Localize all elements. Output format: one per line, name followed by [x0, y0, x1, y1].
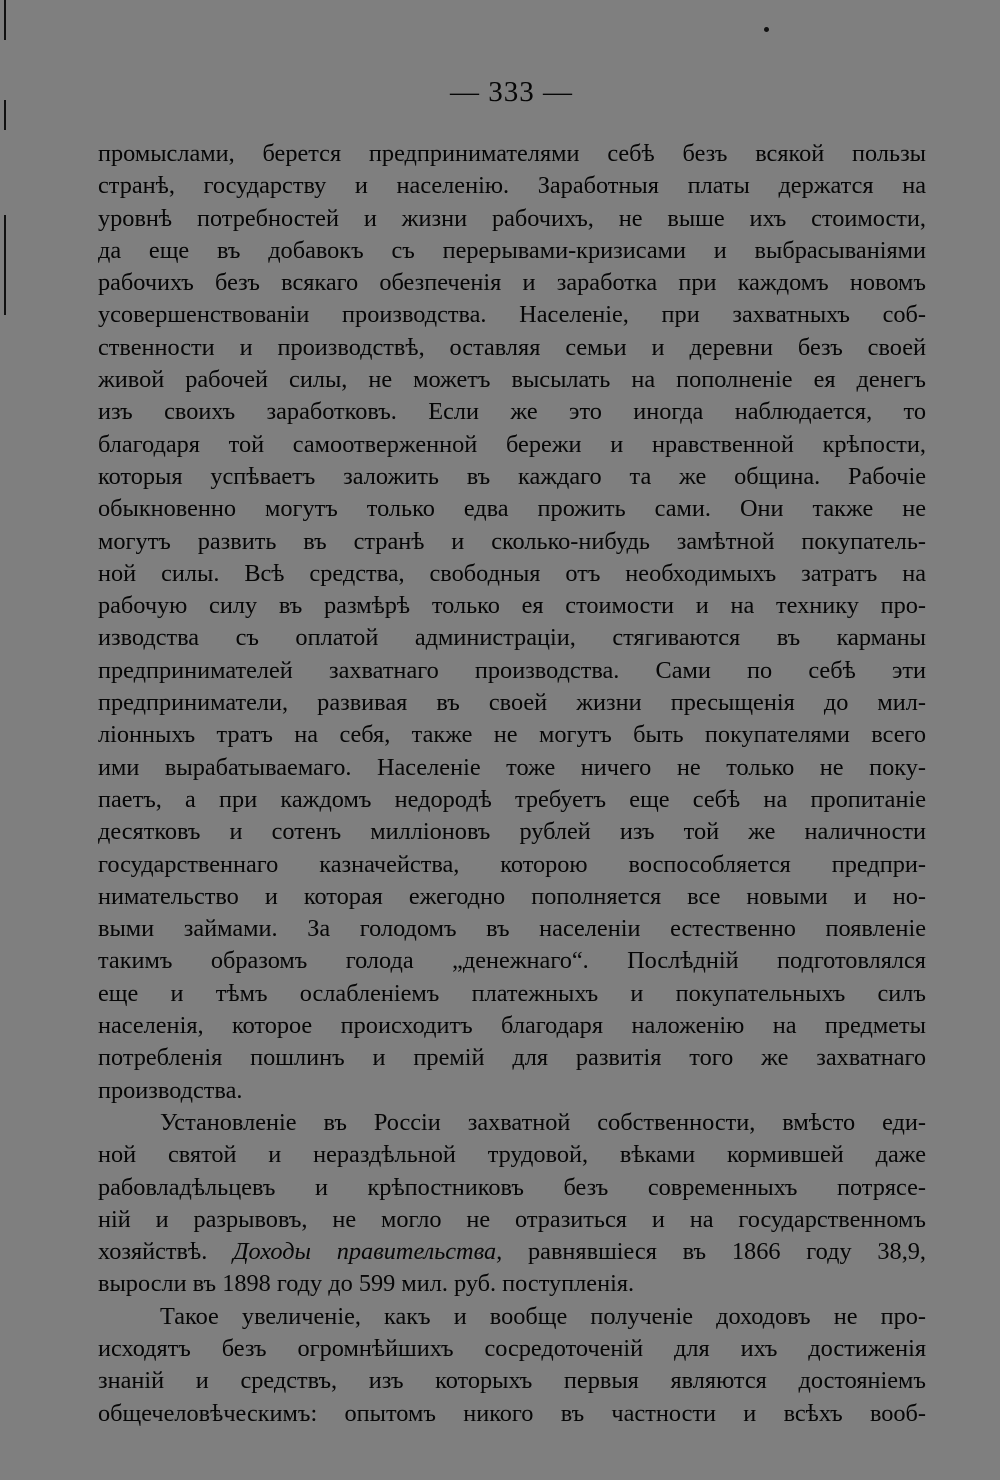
text-line: ній и разрывовъ, не могло не отразиться и на государственномъ [98, 1205, 926, 1233]
text-line: благодаря той самоотверженной бережи и нравственной крѣпости, [98, 430, 926, 458]
text-line: могутъ развить въ странѣ и сколько-нибудь замѣтной покупатель- [98, 527, 926, 555]
text-segment: хозяйствѣ. [98, 1238, 208, 1266]
text-line: выросли въ 1898 году до 599 мил. руб. поступленія. [98, 1270, 635, 1298]
text-line: десятковъ и сотенъ милліоновъ рублей изъ той же наличности [98, 818, 926, 846]
scan-edge-mark [4, 0, 6, 40]
text-line: обыкновенно могутъ только едва прожить сами. Они также не [98, 495, 926, 523]
text-line: предпринимателей захватнаго производства. Сами по себѣ эти [98, 656, 926, 684]
text-line: потребленія пошлинъ и премій для развитія того же захватнаго [98, 1044, 926, 1072]
text-line: знаній и средствъ, изъ которыхъ первыя являются достояніемъ [98, 1367, 926, 1395]
text-line: живой рабочей силы, не можетъ высылать на пополненіе ея денегъ [98, 366, 926, 394]
text-line: странѣ, государству и населенію. Заработныя платы держатся на [98, 172, 926, 200]
text-line: еще и тѣмъ ослабленіемъ платежныхъ и покупательныхъ силъ [98, 979, 926, 1007]
text-line: общечеловѣческимъ: опытомъ никого въ частности и всѣхъ вооб- [98, 1399, 926, 1427]
text-line: выми займами. За голодомъ въ населеніи естественно появленіе [98, 915, 926, 943]
text-line: предприниматели, развивая въ своей жизни пресыщенія до мил- [98, 689, 926, 717]
text-line: да еще въ добавокъ съ перерывами-кризисами и выбрасываніями [98, 236, 926, 264]
scan-edge-mark [4, 215, 6, 315]
text-segment: равнявшіеся въ 1866 году 38,9, [528, 1238, 926, 1266]
text-line [98, 1236, 926, 1268]
text-line: усовершенствованіи производства. Населеніе, при захватныхъ соб- [98, 301, 926, 329]
text-line: изводства съ оплатой администраціи, стягиваются въ карманы [98, 624, 926, 652]
italic-phrase: Доходы правительства, [233, 1238, 503, 1266]
text-line: рабочую силу въ размѣрѣ только ея стоимости и на технику про- [98, 592, 926, 620]
page-number: — 333 — [450, 76, 573, 108]
text-line: ліонныхъ тратъ на себя, также не могутъ быть покупателями всего [98, 721, 926, 749]
text-line: государственнаго казначейства, которою воспособляется предпри- [98, 850, 926, 878]
text-line: промыслами, берется предпринимателями себѣ безъ всякой пользы [98, 140, 926, 167]
text-line: ими вырабатываемаго. Населеніе тоже ничего не только не поку- [98, 753, 926, 781]
text-line: Такое увеличеніе, какъ и вообще полученіе доходовъ не про- [160, 1302, 926, 1330]
text-line: ственности и производствѣ, оставляя семьи и деревни безъ своей [98, 333, 926, 361]
text-line: исходятъ безъ огромнѣйшихъ сосредоточеній для ихъ достиженія [98, 1334, 926, 1362]
text-line: ной силы. Всѣ средства, свободныя отъ необходимыхъ затратъ на [98, 559, 926, 587]
body-text [98, 138, 926, 1430]
text-line: рабовладѣльцевъ и крѣпостниковъ безъ современныхъ потрясе- [98, 1173, 926, 1201]
scan-dot-mark [764, 27, 769, 32]
text-line: населенія, которое происходитъ благодаря наложенію на предметы [98, 1012, 926, 1040]
text-line: уровнѣ потребностей и жизни рабочихъ, не выше ихъ стоимости, [98, 204, 926, 232]
text-line: рабочихъ безъ всякаго обезпеченія и заработка при каждомъ новомъ [98, 269, 926, 297]
text-line: Установленіе въ Россіи захватной собственности, вмѣсто еди- [160, 1108, 926, 1136]
text-line: такимъ образомъ голода „денежнаго“. Послѣдній подготовлялся [98, 947, 926, 975]
text-line: паетъ, а при каждомъ недородѣ требуетъ еще себѣ на пропитаніе [98, 785, 926, 813]
text-line: изъ своихъ заработковъ. Если же это иногда наблюдается, то [98, 398, 926, 426]
text-line: которыя успѣваетъ заложить въ каждаго та же община. Рабочіе [98, 462, 926, 490]
text-line: производства. [98, 1076, 243, 1104]
text-line: нимательство и которая ежегодно пополняется все новыми и но- [98, 882, 926, 910]
text-line: ной святой и нераздѣльной трудовой, вѣками кормившей даже [98, 1141, 926, 1169]
